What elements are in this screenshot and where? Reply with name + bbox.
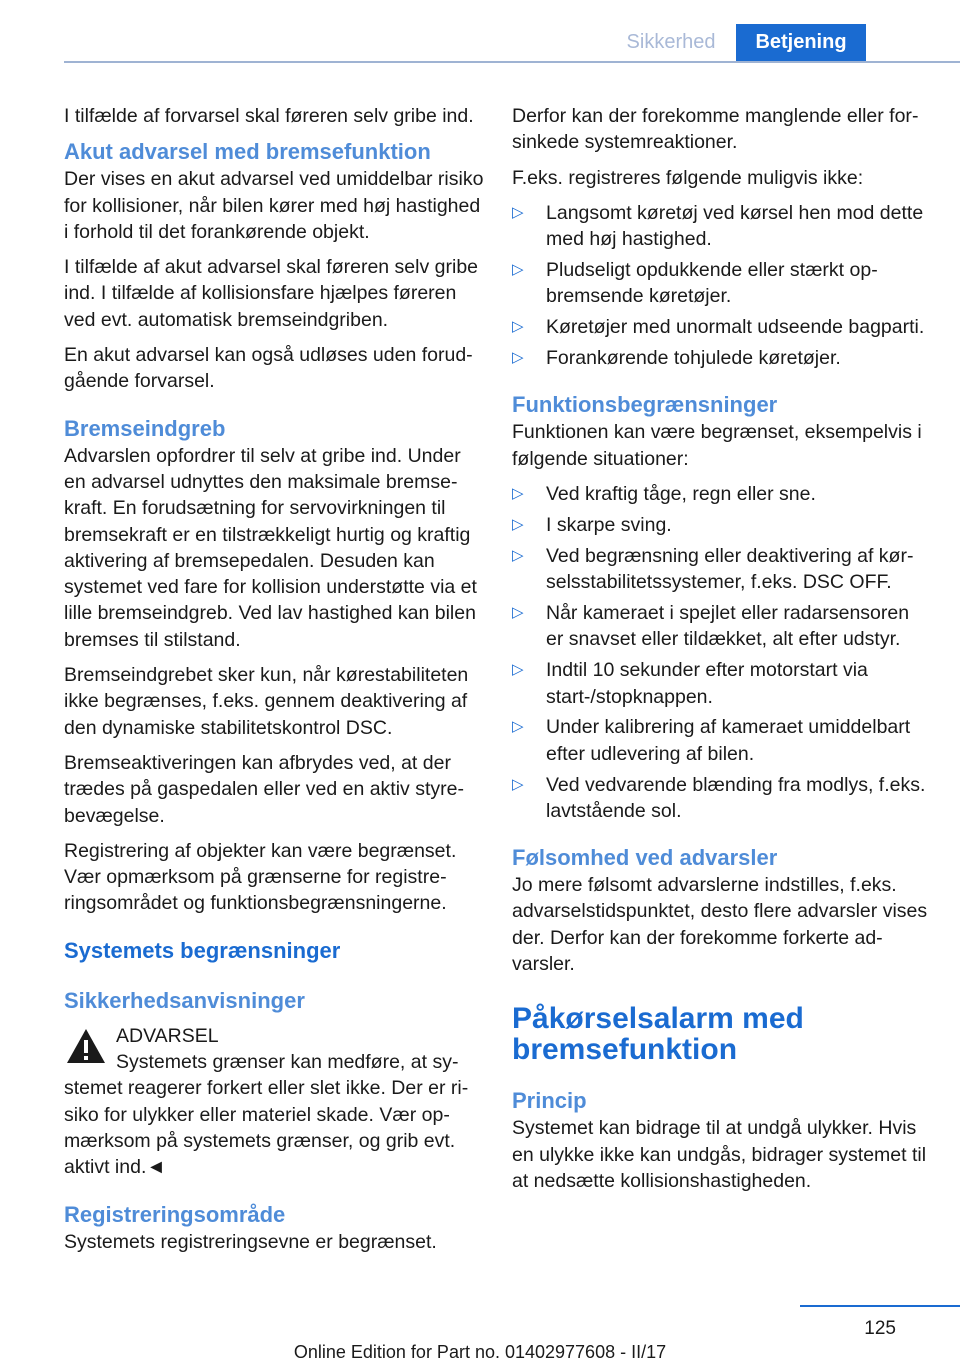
list-item-text: Forankørende tohjulede køretøjer. (546, 347, 841, 370)
paragraph: Registrering af objekter kan være begrænset. Vær opmærksom på grænserne for registreringsområdet og funktionsbegrænsningerne. (64, 839, 457, 915)
list-item-text: Pludseligt opdukkende eller stærkt opbremsende køretøjer. (546, 259, 878, 308)
triangle-bullet-icon: ▷ (512, 515, 524, 533)
left-column (64, 103, 484, 1264)
list-item (512, 345, 930, 371)
paragraph: I tilfælde af forvarsel skal føreren selv gribe ind. (64, 105, 474, 127)
triangle-bullet-icon: ▷ (512, 718, 524, 736)
paragraph: Bremseindgrebet sker kun, når kørestabiliteten ikke begrænses, f.eks. gennem deaktivering af den dynamiske stabilitetskontrol DSC. (64, 664, 469, 739)
warning-block (64, 1023, 484, 1049)
list-item (512, 512, 930, 538)
paragraph: Derfor kan der forekomme manglende eller forsinkede systemreaktioner. (512, 105, 919, 154)
heading-registreringsomraade: Registreringsområde (64, 1201, 286, 1227)
triangle-bullet-icon: ▷ (512, 546, 524, 564)
list-situationer (512, 481, 930, 824)
list-item-text: Indtil 10 sekunder efter motorstart via start-/stopknappen. (546, 659, 868, 708)
paragraph: Systemets registreringsevne er begrænset. (64, 1230, 437, 1253)
heading-systemets-begraensninger: Systemets begrænsninger (64, 937, 341, 963)
list-item-text: Køretøjer med unormalt udseende bagparti. (546, 316, 925, 339)
heading-princip: Princip (512, 1088, 587, 1114)
paragraph: En akut advarsel kan også udløses uden forudgående forvarsel. (64, 344, 473, 393)
paragraph: F.eks. registreres følgende muligvis ikke: (512, 166, 864, 189)
heading-paakoerselsalarm: Påkørselsalarm med bremsefunktion (512, 1002, 804, 1067)
list-item-text: Ved kraftig tåge, regn eller sne. (546, 483, 816, 506)
list-item-text: Når kameraet i spejlet eller radarsensoren er snavset eller tildækket, alt efter udstyr. (546, 602, 910, 651)
warning-title: ADVARSEL (116, 1024, 219, 1047)
heading-bremseindgreb: Bremseindgreb (64, 415, 226, 441)
triangle-bullet-icon: ▷ (512, 349, 524, 367)
warning-text (64, 1049, 484, 1180)
paragraph: Funktionen kan være begrænset, eksempelvis i følgende situationer: (512, 421, 922, 470)
list-item-text: Langsomt køretøj ved kørsel hen mod dette med høj hastighed. (546, 201, 924, 251)
triangle-bullet-icon: ▷ (512, 318, 524, 336)
page-number: 125 (864, 1318, 896, 1339)
triangle-bullet-icon: ▷ (512, 261, 524, 279)
triangle-bullet-icon: ▷ (512, 604, 524, 622)
heading-foelsomhed: Følsomhed ved advarsler (512, 845, 778, 871)
right-column (512, 103, 930, 1203)
list-item (512, 314, 930, 340)
list-item (512, 543, 930, 596)
paragraph: Der vises en akut advarsel ved umiddelbar risiko for kollisioner, når bilen kører med høj hastighed i forhold til det forankørende objekt. (64, 168, 484, 243)
list-item (512, 657, 930, 710)
edition-note: Online Edition for Part no. 01402977608 - II/17 (293, 1342, 667, 1362)
list-item (512, 257, 930, 310)
paragraph: I tilfælde af akut advarsel skal føreren selv gribe ind. I tilfælde af kollisionsfare hjælpes føreren ved evt. automatisk bremseindgriben. (64, 256, 479, 331)
list-item (512, 600, 930, 653)
list-item (512, 200, 930, 253)
list-item (512, 772, 930, 825)
list-item (512, 714, 930, 767)
heading-funktionsbegraensninger: Funktionsbegrænsninger (512, 392, 778, 418)
warning-triangle-icon (64, 1026, 108, 1073)
triangle-bullet-icon: ▷ (512, 661, 524, 679)
list-item-text: Under kalibrering af kameraet umiddelbart efter udlevering af bilen. (546, 716, 911, 765)
heading-sikkerhedsanvisninger: Sikkerhedsanvisninger (64, 987, 305, 1013)
warning-body: Systemets grænser kan medføre, at systemet reagerer forkert eller slet ikke. Der er risiko for ulykker eller materiel skade. Vær opmærksom på systemets grænser, og grib evt. aktivt ind.◄ (64, 1051, 469, 1179)
list-ikke-registreret (512, 200, 930, 372)
tab-betjening[interactable]: Betjening (736, 24, 866, 61)
list-item-text: Ved vedvarende blænding fra modlys, f.eks. lavtstående sol. (546, 773, 926, 822)
triangle-bullet-icon: ▷ (512, 775, 524, 793)
footer-divider (800, 1305, 960, 1307)
triangle-bullet-icon: ▷ (512, 203, 524, 221)
paragraph: Advarslen opfordrer til selv at gribe ind. Under en advarsel udnyttes den maksimale bremsekraft. En forudsætning for servovirkningen til bremsekraft er en tilstrækkeligt hurtig og kraftig aktivering af bremsepedalen. Desuden kan systemet ved fare for kollision understøtte via et lille bremseindgreb. Ved lav hastighed kan bilen bremses til stilstand. (64, 444, 477, 651)
list-item-text: I skarpe sving. (546, 513, 672, 536)
paragraph: Systemet kan bidrage til at undgå ulykker. Hvis en ulykke ikke kan undgås, bidrager systemet til at nedsætte kollisionshastigheden. (512, 1117, 927, 1192)
heading-akut-advarsel: Akut advarsel med bremsefunktion (64, 139, 431, 165)
list-item-text: Ved begrænsning eller deaktivering af kørselsstabilitetssystemer, f.eks. DSC OFF. (546, 544, 914, 594)
tab-sikkerhed[interactable]: Sikkerhed (626, 31, 716, 53)
page-header (0, 0, 960, 64)
header-divider (64, 61, 960, 63)
paragraph: Jo mere følsomt advarslerne indstilles, f.eks. advarselstidspunktet, desto flere advarsler vises der. Derfor kan der forekomme forkerte advarsler. (512, 874, 928, 976)
triangle-bullet-icon: ▷ (512, 485, 524, 503)
list-item (512, 481, 930, 507)
paragraph: Bremseaktiveringen kan afbrydes ved, at der trædes på gaspedalen eller ved en aktiv styrebevægelse. (64, 751, 464, 827)
